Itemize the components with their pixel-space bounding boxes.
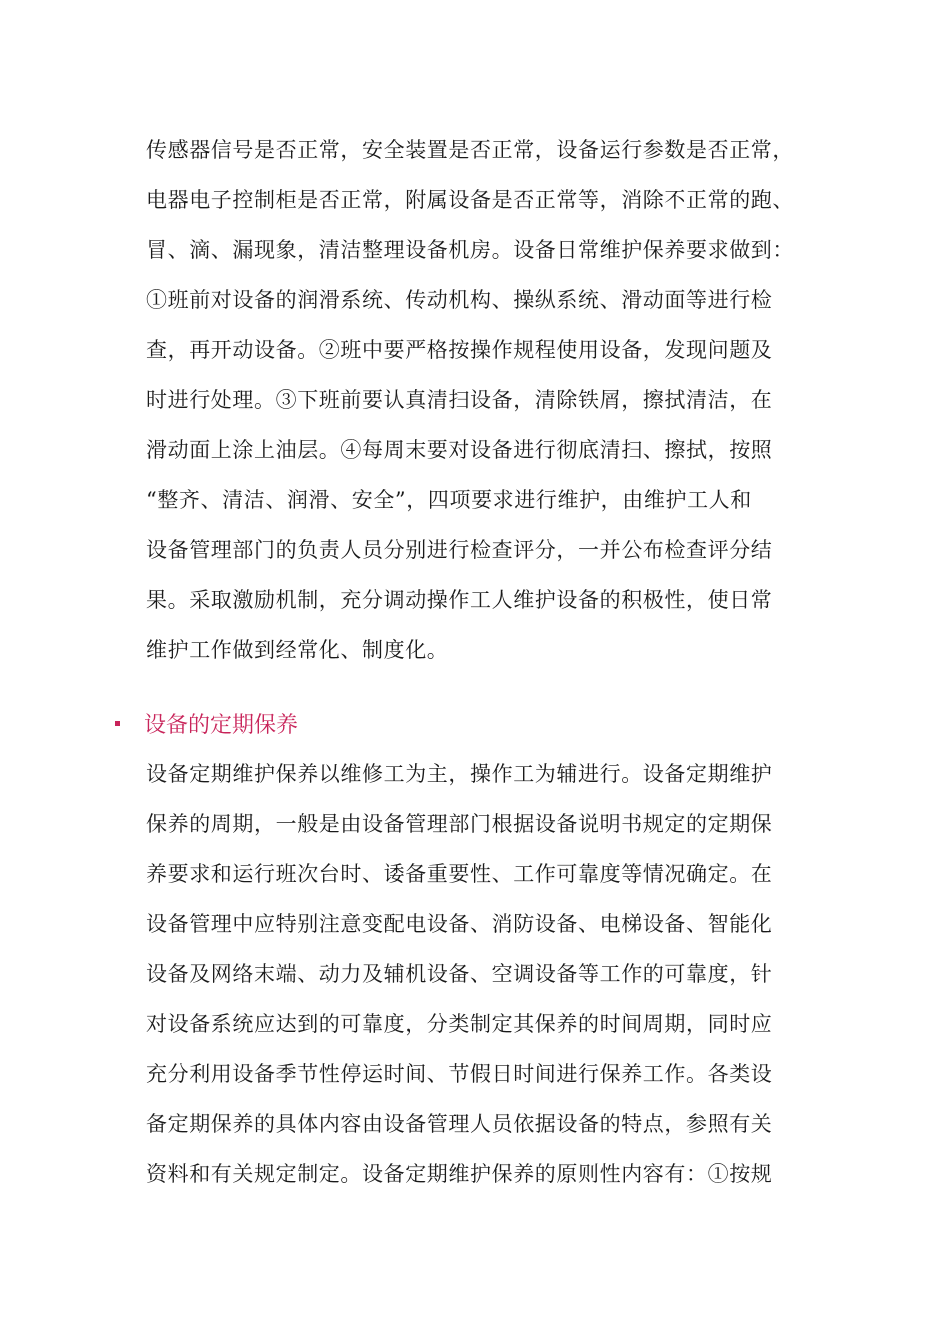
paragraph-line: 设备管理部门的负责人员分别进行检查评分，一并公布检查评分结 — [146, 538, 773, 562]
paragraph-line: 查，再开动设备。②班中要严格按操作规程使用设备，发现问题及 — [146, 338, 773, 362]
section-heading — [115, 706, 298, 740]
paragraph-line: 养要求和运行班次台时、诿备重要性、工作可靠度等情况确定。在 — [146, 862, 773, 886]
paragraph-line: 充分利用设备季节性停运时间、节假日时间进行保养工作。各类设 — [146, 1062, 773, 1086]
paragraph-line: 冒、滴、漏现象，清洁整理设备机房。设备日常维护保养要求做到： — [146, 238, 794, 262]
paragraph-line: 备定期保养的具体内容由设备管理人员依据设备的特点，参照有关 — [146, 1112, 773, 1136]
paragraph-line: ①班前对设备的润滑系统、传动机构、操纵系统、滑动面等进行检 — [146, 288, 773, 312]
paragraph-line: 电器电子控制柜是否正常，附属设备是否正常等，消除不正常的跑、 — [146, 188, 794, 212]
paragraph-line: 资料和有关规定制定。设备定期维护保养的原则性内容有：①按规 — [146, 1162, 773, 1186]
section-heading-title: 设备的定期保养 — [144, 712, 299, 738]
paragraph-line: 对设备系统应达到的可靠度，分类制定其保养的时间周期，同时应 — [146, 1012, 773, 1036]
paragraph-line: 时进行处理。③下班前要认真清扫设备，清除铁屑，擦拭清洁，在 — [146, 388, 773, 412]
bullet-square-icon — [115, 721, 120, 726]
paragraph-line: 传感器信号是否正常，安全装置是否正常，设备运行参数是否正常， — [146, 138, 794, 162]
paragraph-line: 滑动面上涂上油层。④每周末要对设备进行彻底清扫、擦拭，按照 — [146, 438, 773, 462]
paragraph-line: 设备及网络末端、动力及辅机设备、空调设备等工作的可靠度，针 — [146, 962, 773, 986]
paragraph-line: 设备管理中应特别注意变配电设备、消防设备、电梯设备、智能化 — [146, 912, 773, 936]
paragraph-line: 保养的周期，一般是由设备管理部门根据设备说明书规定的定期保 — [146, 812, 773, 836]
paragraph-line: 设备定期维护保养以维修工为主，操作工为辅进行。设备定期维护 — [146, 762, 773, 786]
paragraph-line: “整齐、清洁、润滑、安全”，四项要求进行维护，由维护工人和 — [146, 488, 752, 512]
paragraph-line: 果。采取激励机制，充分调动操作工人维护设备的积极性，使日常 — [146, 588, 773, 612]
paragraph-line: 维护工作做到经常化、制度化。 — [146, 638, 449, 662]
